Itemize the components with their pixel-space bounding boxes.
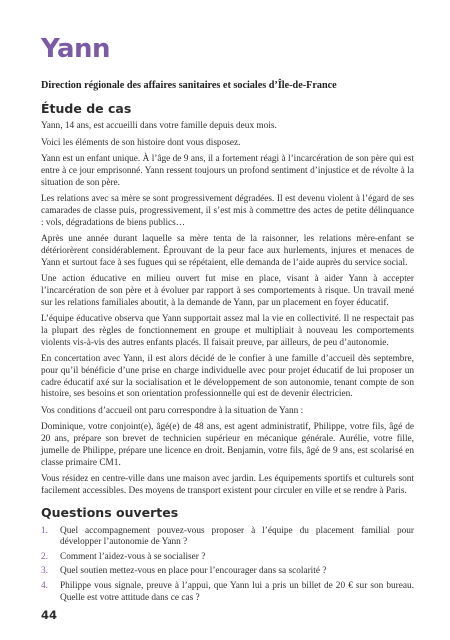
case-paragraph: Voici les éléments de son histoire dont vous disposez. — [41, 137, 241, 148]
question-number: 1. — [41, 525, 48, 536]
case-study-body — [41, 121, 414, 498]
case-paragraph: Après une année durant laquelle sa mère tenta de la raisonner, les relations mère-enfant se détériorèrent considérablement. Éprouvant de la peur face aux hurlements, injures et menaces de Yann et surtout face à ses fugues qui se répétaient, elle demanda de l’aide auprès du service social. — [41, 234, 414, 268]
questions-list — [41, 526, 414, 605]
question-item — [41, 526, 414, 549]
case-paragraph: Vos conditions d’accueil ont paru correspondre à la situation de Yann : — [41, 405, 304, 416]
case-paragraph: Une action éducative en milieu ouvert fut mise en place, visant à aider Yann à accepter l’incarcération de son père et à évoluer par rapport à ses comportements à risque. Un travail mené sur les relations familiales aboutit, à la demande de Yann, par un placement en foyer éducatif. — [41, 274, 414, 308]
page-number: 44 — [41, 608, 58, 622]
page-title: Yann — [41, 34, 111, 64]
question-item — [41, 566, 414, 578]
question-text: Quel accompagnement pouvez-vous proposer à l’équipe du placement familial pour développer l’autonomie de Yann ? — [60, 525, 414, 548]
case-paragraph: Vous résidez en centre-ville dans une maison avec jardin. Les équipements sportifs et culturels sont facilement accessibles. Des moyens de transport existent pour circuler en ville et se rendre à Paris. — [41, 474, 414, 496]
question-text: Quel soutien mettez-vous en place pour l’encourager dans sa scolarité ? — [60, 566, 327, 577]
case-paragraph: Les relations avec sa mère se sont progressivement dégradées. Il est devenu violent à l’égard de ses camarades de classe puis, progressivement, il s’est mis à commettre des actes de petite délinquance : vols, dégradations de biens publics… — [41, 194, 414, 228]
question-item — [41, 581, 414, 604]
source-line: Direction régionale des affaires sanitaires et sociales d’Île-de-France — [41, 80, 337, 91]
case-paragraph: Yann, 14 ans, est accueilli dans votre famille depuis deux mois. — [41, 121, 277, 131]
questions-heading: Questions ouvertes — [41, 504, 179, 520]
question-number: 3. — [41, 566, 48, 577]
question-text: Philippe vous signale, preuve à l’appui, que Yann lui a pris un billet de 20 € sur son bureau. Quelle est votre attitude dans ce cas ? — [60, 580, 414, 603]
question-text: Comment l’aidez-vous à se socialiser ? — [60, 551, 206, 562]
case-paragraph: Dominique, votre conjoint(e), âgé(e) de 48 ans, est agent administratif, Philippe, votre fils, âgé de 20 ans, prépare son brevet de technicien supérieur en mécanique générale. Aurélie, votre fille, jumelle de Philippe, prépare une licence en droit. Benjamin, votre fils, âgé de 9 ans, est scolarisé en classe primaire CM1. — [41, 422, 414, 468]
case-paragraph: L’équipe éducative observa que Yann supportait assez mal la vie en collectivité. Il ne respectait pas la plupart des règles de fonctionnement en groupe et multipliait à nouveau les comportements violents vis-à-vis des autres enfants placés. Il faisait preuve, par ailleurs, de peu d’autonomie. — [41, 314, 414, 348]
question-number: 4. — [41, 580, 48, 591]
question-item — [41, 552, 414, 564]
case-paragraph: En concertation avec Yann, il est alors décidé de le confier à une famille d’accueil dès septembre, pour qu’il bénéficie d’une prise en charge individuelle avec pour projet éducatif de lui proposer un cadre éducatif axé sur la socialisation et le développement de son autonomie, tenant compte de son histoire, ses besoins et son orientation professionnelle qui est de devenir électricien. — [41, 354, 414, 400]
question-number: 2. — [41, 551, 48, 562]
case-paragraph: Yann est un enfant unique. À l’âge de 9 ans, il a fortement réagi à l’incarcération de son père qui est entre à ce jour emprisonné. Yann ressent toujours un profond sentiment d’injustice et de révolte à la situation de son père. — [41, 154, 414, 188]
document-page — [41, 32, 414, 607]
case-study-heading: Étude de cas — [41, 101, 132, 116]
